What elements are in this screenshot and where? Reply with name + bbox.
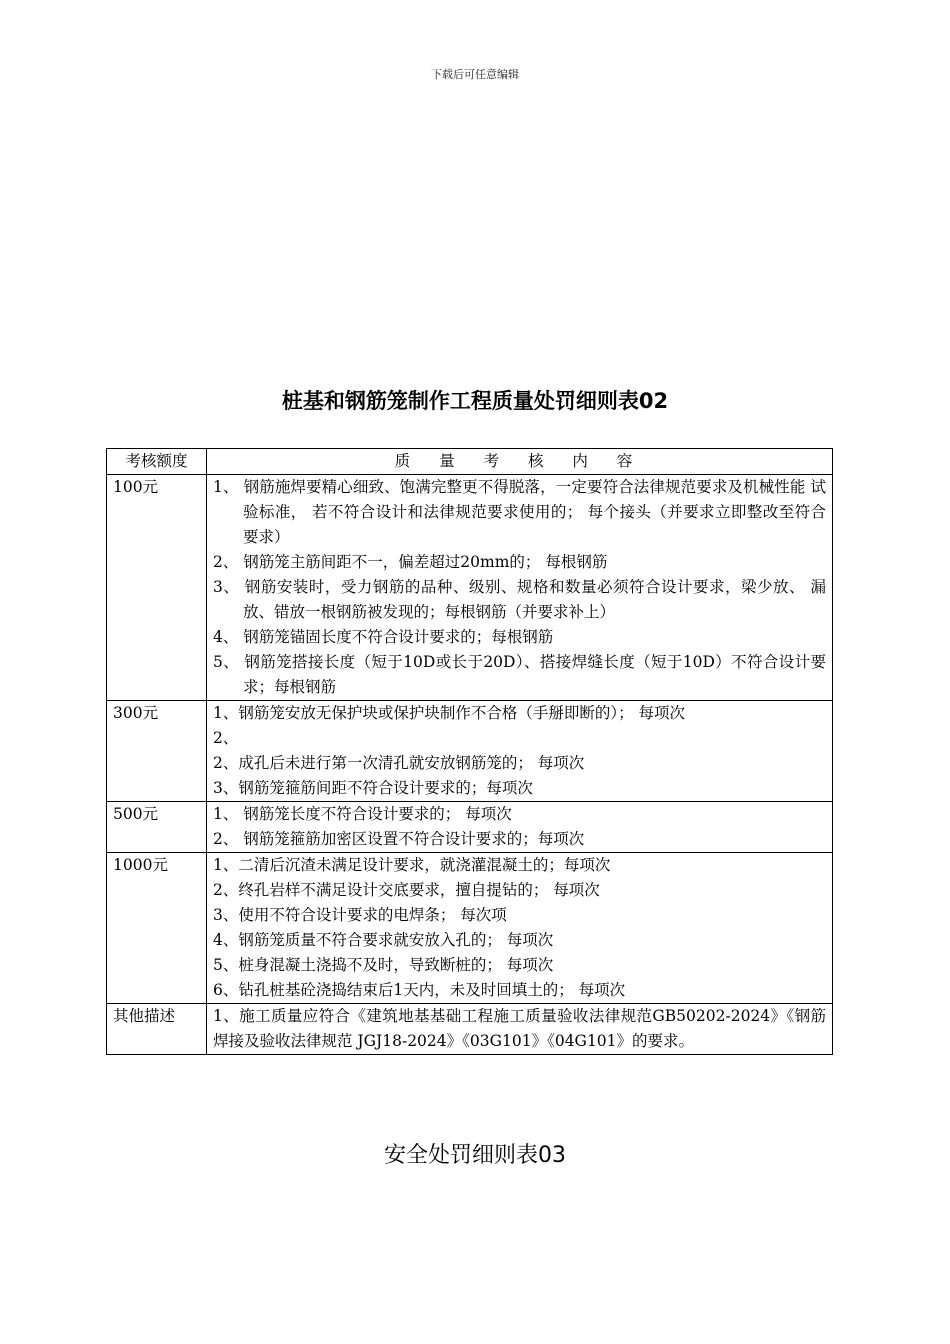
table-row [107, 853, 833, 1004]
table-title: 桩基和钢筋笼制作工程质量处罚细则表02 [281, 389, 669, 413]
list-item: 2、终孔岩样不满足设计交底要求，擅自提钻的； 每项次 [213, 881, 600, 899]
content-cell [207, 701, 833, 802]
amount-cell: 300元 [107, 701, 207, 802]
list-item: 2、成孔后未进行第一次清孔就安放钢筋笼的； 每项次 [213, 754, 585, 772]
list-item: 1、 钢筋笼长度不符合设计要求的； 每项次 [213, 805, 512, 823]
list-item: 1、施工质量应符合《建筑地基基础工程施工质量验收法律规范GB50202-2024》《钢筋焊接及验收法律规范 JGJ18-2024》《03G101》《04G101》的要求。 [213, 1007, 826, 1050]
list-item: 1、 钢筋施焊要精心细致、饱满完整更不得脱落，一定要符合法律规范要求及机械性能 试验标准， 若不符合设计和法律规范要求使用的； 每个接头（并要求立即整改至符合要求） [213, 478, 826, 546]
penalty-table [106, 448, 833, 1055]
table-header-row [107, 449, 833, 475]
content-cell [207, 853, 833, 1004]
content-cell [207, 1004, 833, 1055]
list-item: 2、 [213, 729, 239, 747]
header-amount: 考核额度 [107, 449, 207, 475]
table-row [107, 475, 833, 701]
table-row [107, 701, 833, 802]
list-item: 1、钢筋笼安放无保护块或保护块制作不合格（手掰即断的）； 每项次 [213, 704, 686, 722]
list-item: 2、 钢筋笼箍筋加密区设置不符合设计要求的；每项次 [213, 830, 585, 848]
table-row [107, 802, 833, 853]
list-item: 2、 钢筋笼主筋间距不一，偏差超过20mm的； 每根钢筋 [213, 553, 608, 571]
list-item: 3、钢筋笼箍筋间距不符合设计要求的；每项次 [213, 779, 533, 797]
header-note: 下载后可任意编辑 [431, 68, 519, 81]
amount-cell: 100元 [107, 475, 207, 701]
amount-cell: 其他描述 [107, 1004, 207, 1055]
list-item: 4、 钢筋笼锚固长度不符合设计要求的；每根钢筋 [213, 628, 554, 646]
list-item: 5、 钢筋笼搭接长度（短于10D或长于20D）、搭接焊缝长度（短于10D）不符合设计要求；每根钢筋 [213, 653, 826, 696]
section-title: 安全处罚细则表03 [384, 1143, 566, 1168]
list-item: 4、钢筋笼质量不符合要求就安放入孔的； 每项次 [213, 931, 554, 949]
header-content: 质 量 考 核 内 容 [207, 449, 833, 475]
list-item: 3、使用不符合设计要求的电焊条； 每次项 [213, 906, 507, 924]
list-item: 3、 钢筋安装时，受力钢筋的品种、级别、规格和数量必须符合设计要求，梁少放、 漏放、错放一根钢筋被发现的；每根钢筋（并要求补上） [213, 578, 826, 621]
list-item: 5、桩身混凝土浇捣不及时，导致断桩的； 每项次 [213, 956, 554, 974]
list-item: 6、钻孔桩基砼浇捣结束后1天内，未及时回填土的； 每项次 [213, 981, 626, 999]
amount-cell: 500元 [107, 802, 207, 853]
amount-cell: 1000元 [107, 853, 207, 1004]
content-cell [207, 475, 833, 701]
content-cell [207, 802, 833, 853]
list-item: 1、二清后沉渣未满足设计要求，就浇灌混凝土的；每项次 [213, 856, 611, 874]
table-row [107, 1004, 833, 1055]
